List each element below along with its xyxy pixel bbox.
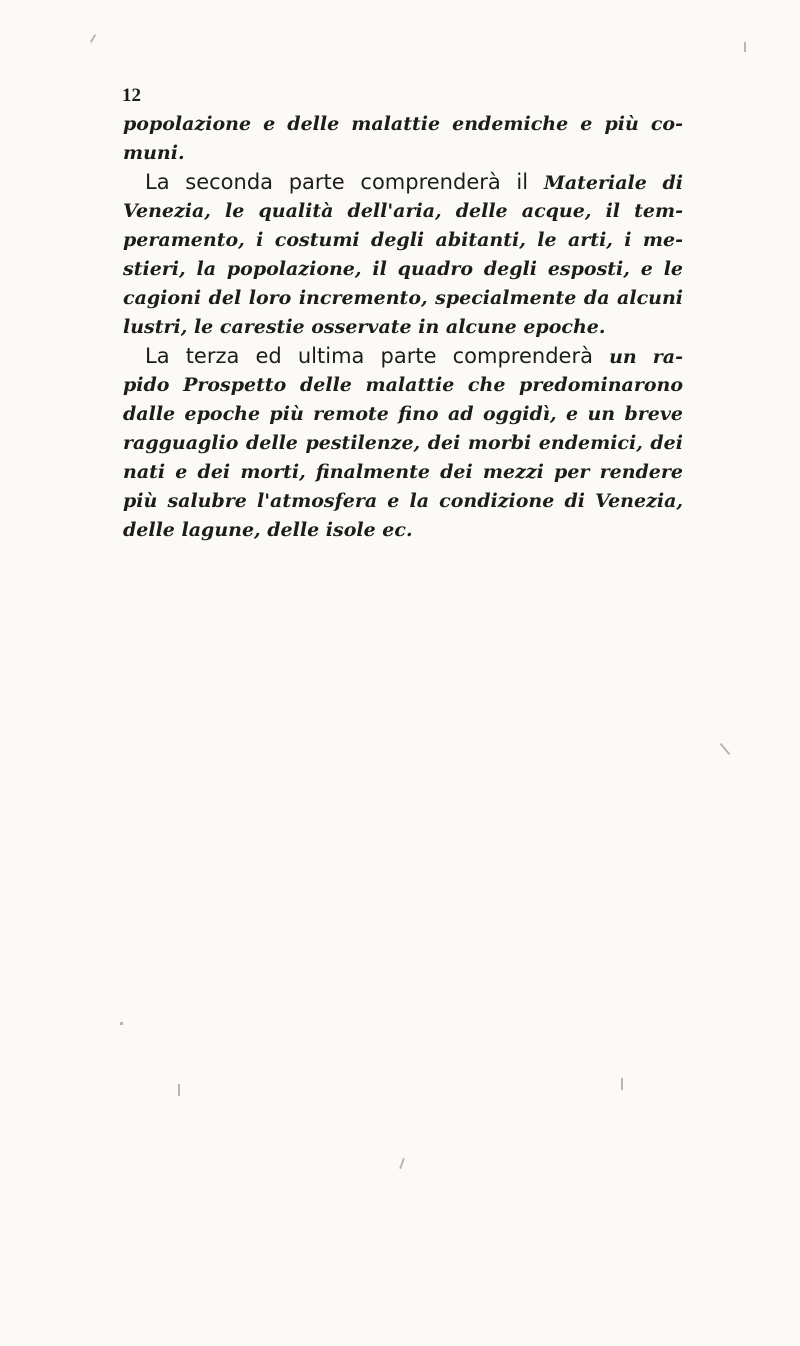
line-14-text: più salubre l'atmosfera e la condizione di Venezia,	[123, 490, 683, 512]
line-1-text: popolazione e delle malattie endemiche e più co-	[123, 113, 683, 135]
text-line-6	[123, 255, 683, 284]
line-8-text: lustri, le carestie osservate in alcune epoche.	[123, 316, 606, 338]
line-9-text-roman: La terza ed ultima parte comprenderà	[145, 344, 610, 368]
paper-speck	[120, 1022, 123, 1025]
line-9-text-italic: un ra-	[609, 346, 683, 368]
text-line-15	[123, 516, 683, 545]
line-3-text-italic: Materiale di	[543, 172, 684, 194]
paper-speck	[720, 743, 731, 755]
line-3-text-roman: La seconda parte comprenderà il	[145, 170, 544, 194]
text-line-9	[123, 342, 683, 371]
line-11-text: dalle epoche più remote fino ad oggidì, e un breve	[123, 403, 683, 425]
text-line-12	[123, 429, 683, 458]
text-line-7	[123, 284, 683, 313]
text-line-3	[123, 168, 683, 197]
line-12-text: ragguaglio delle pestilenze, dei morbi endemici, dei	[123, 432, 683, 454]
text-line-5	[123, 226, 683, 255]
line-7-text: cagioni del loro incremento, specialmente da alcuni	[123, 287, 683, 309]
text-line-2	[123, 139, 683, 168]
body-text	[123, 110, 683, 545]
text-line-1	[123, 110, 683, 139]
line-5-text: peramento, i costumi degli abitanti, le arti, i me-	[123, 229, 683, 251]
paper-speck	[178, 1084, 180, 1096]
line-4-text: Venezia, le qualità dell'aria, delle acque, il tem-	[123, 200, 683, 222]
paper-speck	[744, 42, 746, 52]
text-line-13	[123, 458, 683, 487]
paper-speck	[90, 34, 96, 43]
line-2-text: muni.	[123, 142, 185, 164]
line-10-text: pido Prospetto delle malattie che predominarono	[123, 374, 683, 396]
text-line-14	[123, 487, 683, 516]
line-13-text: nati e dei morti, finalmente dei mezzi per rendere	[123, 461, 683, 483]
paper-speck	[399, 1158, 405, 1169]
paper-speck	[621, 1078, 623, 1090]
text-line-11	[123, 400, 683, 429]
text-line-4	[123, 197, 683, 226]
text-line-8	[123, 313, 683, 342]
text-line-10	[123, 371, 683, 400]
line-6-text: stieri, la popolazione, il quadro degli esposti, e le	[123, 258, 683, 280]
page-number: 12	[122, 85, 141, 106]
line-15-text: delle lagune, delle isole ec.	[123, 519, 413, 541]
